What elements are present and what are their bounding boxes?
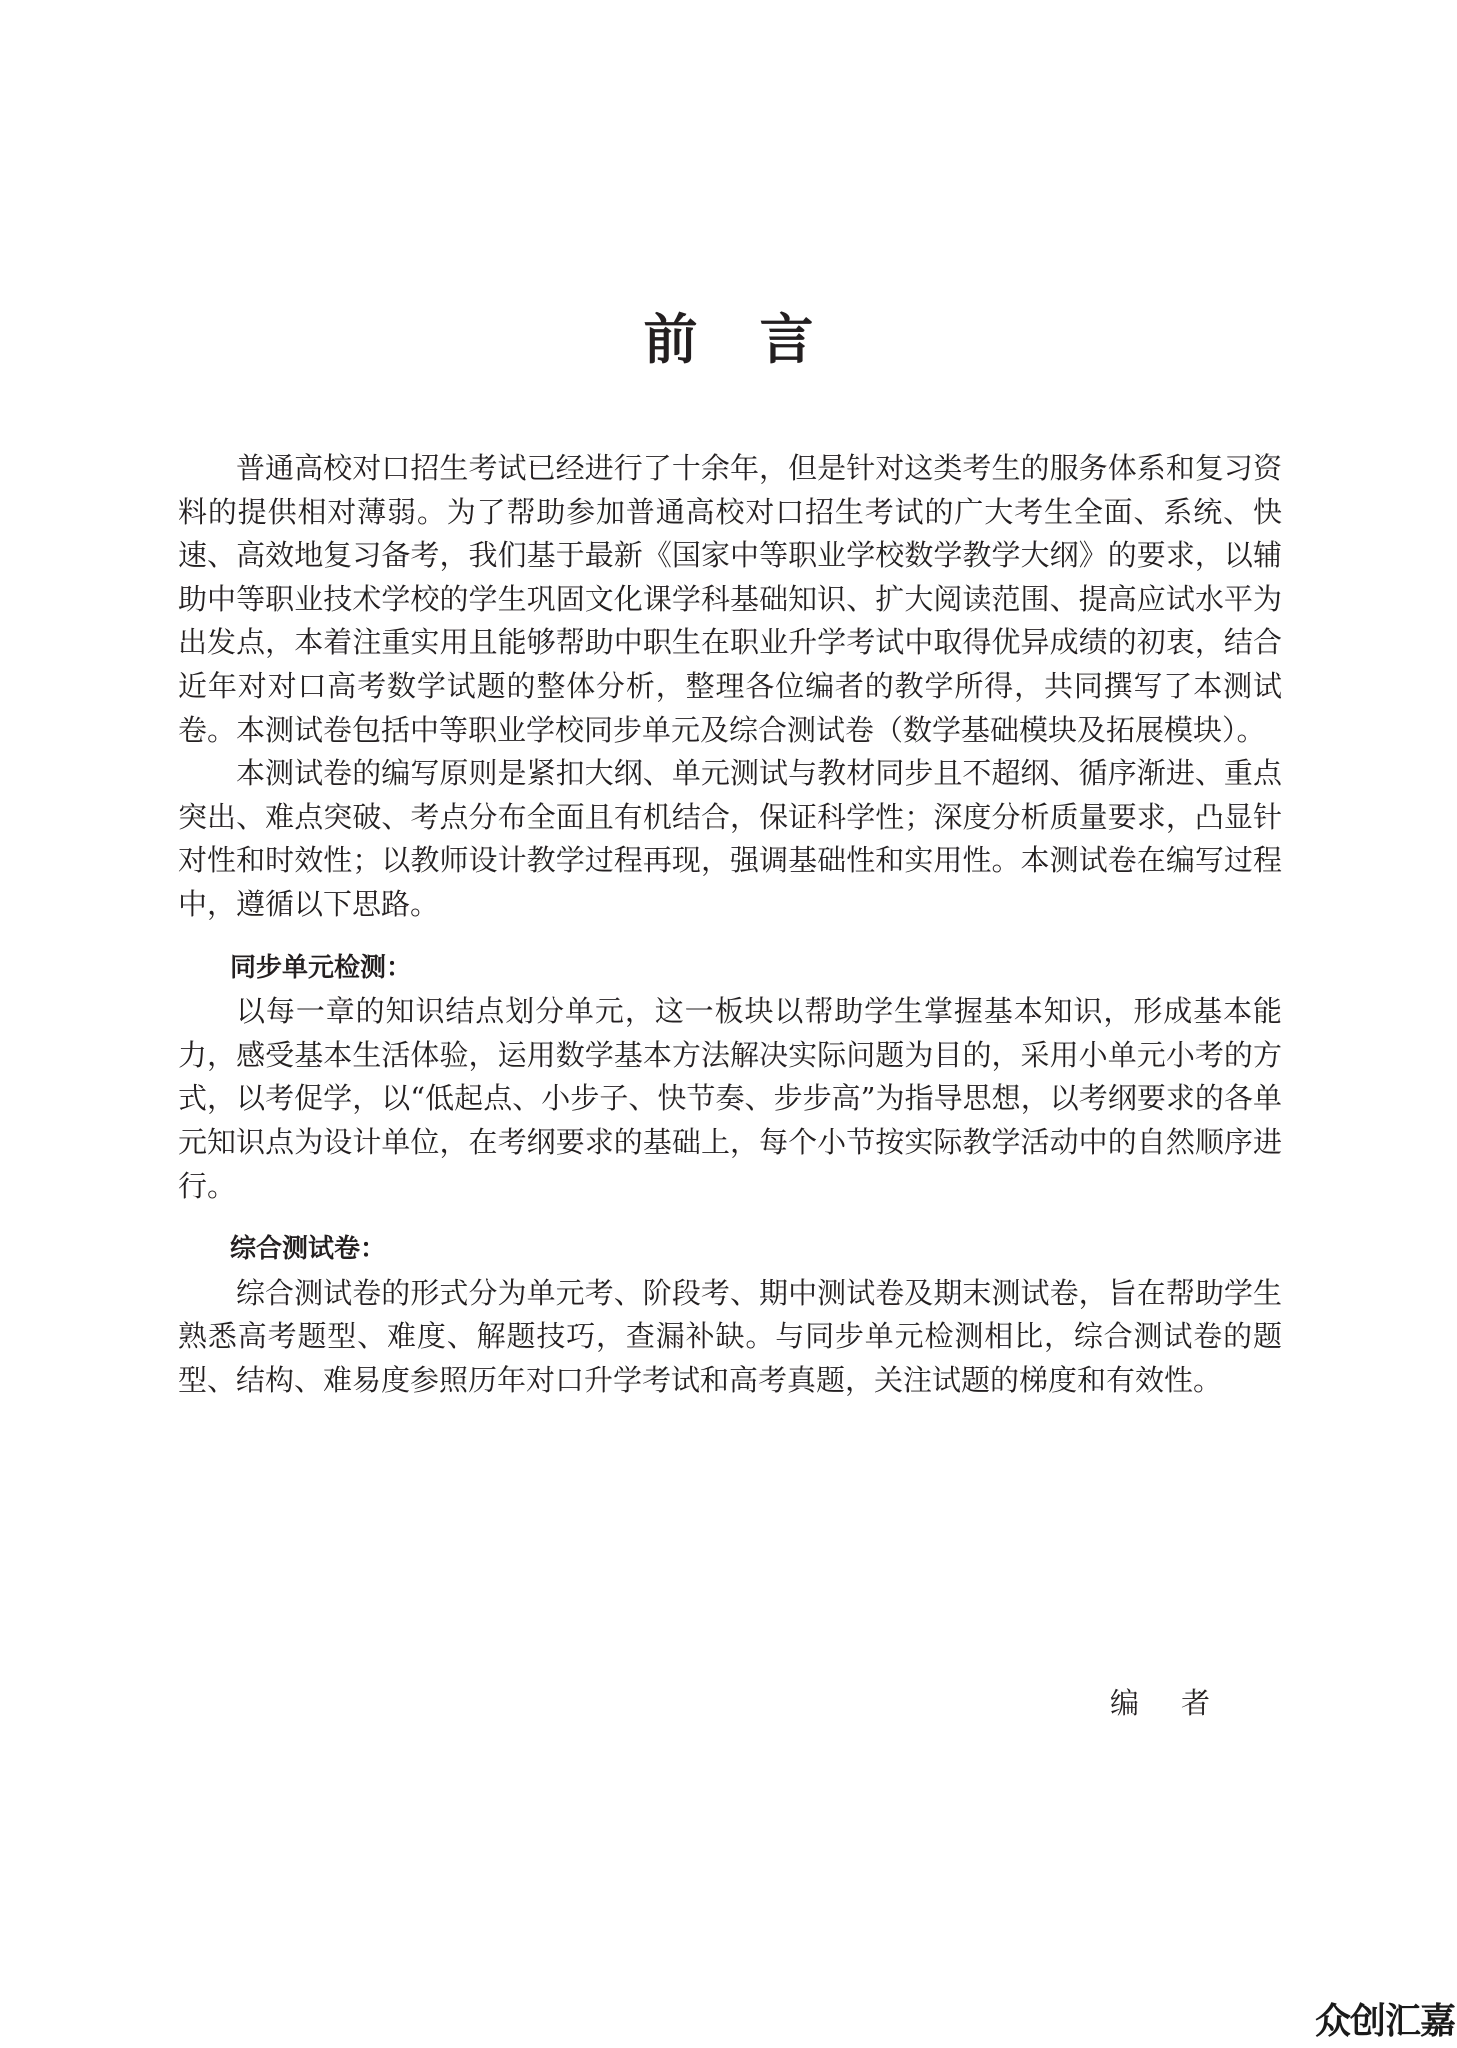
watermark: 众创汇嘉 [1314,2001,1455,2042]
section-text-sync-unit: 以每一章的知识结点划分单元，这一板块以帮助学生掌握基本知识，形成基本能力，感受基本生活体验，运用数学基本方法解决实际问题为目的，采用小单元小考的方式，以考促学，以“低起点、小步子、快节奏、步步高”为指导思想，以考纲要求的各单元知识点为设计单位，在考纲要求的基础上，每个小节按实际教学活动中的自然顺序进行。 [178,994,1282,1203]
intro-paragraph-2: 本测试卷的编写原则是紧扣大纲、单元测试与教材同步且不超纲、循序渐进、重点突出、难点突破、考点分布全面且有机结合，保证科学性；深度分析质量要求，凸显针对性和时效性；以教师设计教学过程再现，强调基础性和实用性。本测试卷在编写过程中，遵循以下思路。 [178,756,1282,921]
section-spacer [178,927,1282,947]
page-title: 前言 [643,308,876,371]
section-heading-sync-unit: 同步单元检测： [230,952,413,983]
author-signature: 编者 [1110,1686,1253,1720]
section-text-comprehensive: 综合测试卷的形式分为单元考、阶段考、期中测试卷及期末测试卷，旨在帮助学生熟悉高考题型、难度、解题技巧，查漏补缺。与同步单元检测相比，综合测试卷的题型、结构、难易度参照历年对口升学考试和高考真题，关注试题的梯度和有效性。 [178,1275,1282,1397]
section-spacer [178,1208,1282,1228]
intro-paragraph-1: 普通高校对口招生考试已经进行了十余年，但是针对这类考生的服务体系和复习资料的提供相对薄弱。为了帮助参加普通高校对口招生考试的广大考生全面、系统、快速、高效地复习备考，我们基于最新《国家中等职业学校数学教学大纲》的要求，以辅助中等职业技术学校的学生巩固文化课学科基础知识、扩大阅读范围、提高应试水平为出发点，本着注重实用且能够帮助中职生在职业升学考试中取得优异成绩的初衷，结合近年对对口高考数学试题的整体分析，整理各位编者的教学所得，共同撰写了本测试卷。本测试卷包括中等职业学校同步单元及综合测试卷（数学基础模块及拓展模块）。 [178,451,1282,747]
preface-body [178,447,1282,1402]
section-heading-comprehensive: 综合测试卷： [230,1234,387,1265]
